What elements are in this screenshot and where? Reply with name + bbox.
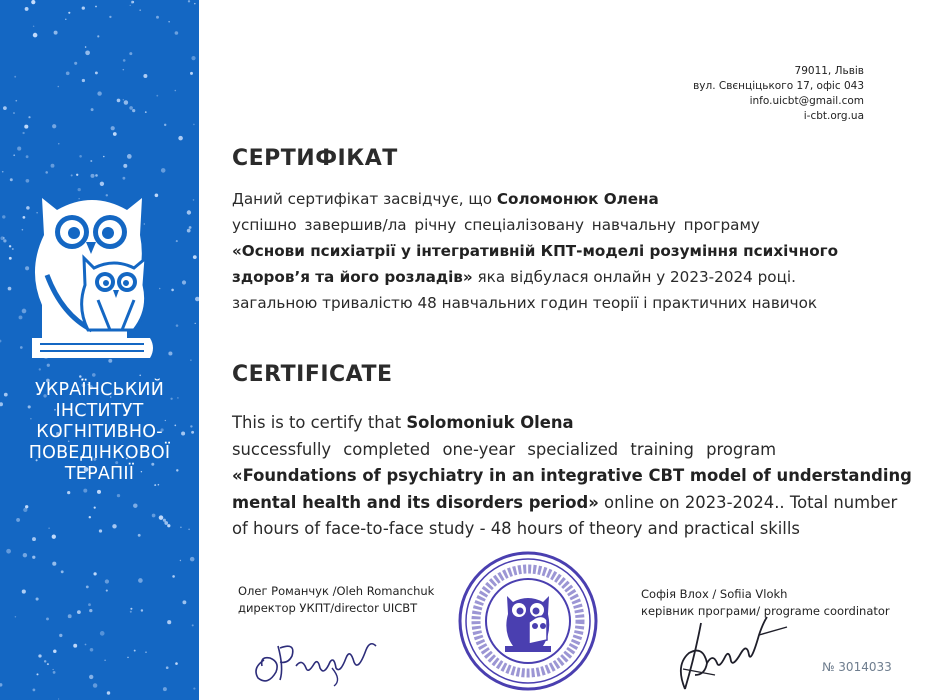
sparkle-dot [193,199,195,201]
sparkle-dot [2,171,4,173]
sparkle-dot [171,289,174,292]
sparkle-dot [59,634,62,637]
sparkle-dot [167,620,171,624]
sparkle-dot [129,106,133,110]
sparkle-dot [139,9,141,11]
sparkle-dot [195,323,196,324]
sparkle-dot [143,74,147,78]
sparkle-dot [36,673,38,675]
sparkle-dot [195,297,199,302]
director-role: директор УКПТ/director UICBT [238,601,418,615]
institute-address [693,64,864,124]
sparkle-dot [16,518,20,522]
sparkle-dot [132,109,135,112]
sparkle-dot [180,560,181,561]
sparkle-dot [44,660,46,662]
sparkle-dot [159,515,164,520]
sparkle-dot [57,86,59,88]
sparkle-dot [76,174,78,176]
recipient-name: Solomoniuk Olena [406,413,574,432]
sparkle-dot [77,610,81,614]
sparkle-dot [52,535,56,539]
sparkle-dot [111,126,115,130]
sparkle-dot [156,95,158,97]
sparkle-dot [188,529,190,531]
sparkle-dot [178,136,183,141]
sparkle-dot [193,255,197,259]
sparkle-dot [48,527,50,529]
address-website: i-cbt.org.ua [803,110,864,122]
sparkle-dot [182,280,186,284]
sparkle-dot [176,324,179,327]
sparkle-dot [74,62,77,65]
program-dates: online on 2023-2024.. Total number [598,492,898,512]
sparkle-dot [53,671,56,674]
sparkle-dot [161,168,166,173]
director-name: Олег Романчук /Oleh Romanchuk [238,584,435,598]
sparkle-dot [9,245,11,247]
sparkle-dot [189,226,192,229]
sparkle-dot [123,99,124,100]
sparkle-dot [190,72,193,75]
program-title-cont: mental health and its disorders period» [232,492,599,512]
sparkle-dot [82,79,85,82]
sparkle-dot [79,155,82,158]
sparkle-dot [32,556,35,559]
sparkle-dot [123,59,126,62]
sparkle-dot [182,600,186,604]
sparkle-dot [129,52,132,55]
sparkle-dot [9,257,12,260]
sparkle-dot [93,572,96,575]
sparkle-dot [133,503,138,508]
sparkle-dot [175,31,179,35]
sparkle-dot [127,154,132,159]
sparkle-dot [83,489,87,493]
sparkle-dot [168,351,172,355]
sparkle-dot [145,111,147,113]
institute-name-line: ІНСТИТУТ [55,401,144,421]
sparkle-dot [97,490,101,494]
sparkle-dot [3,239,6,242]
sparkle-dot [112,524,116,528]
institute-name [0,380,199,485]
sparkle-dot [105,579,109,583]
sparkle-dot [97,35,99,37]
certificate-title-ua: СЕРТИФІКАТ [232,146,398,171]
sparkle-dot [31,0,35,4]
sparkle-dot [89,516,91,518]
sparkle-dot [127,657,129,659]
sparkle-dot [92,373,96,377]
sparkle-dot [99,529,102,532]
completion-line: successfully completed one-year specialized training program [232,439,777,459]
sparkle-dot [79,375,82,378]
sparkle-dot [3,106,7,110]
program-dates: яка відбулася онлайн у 2023-2024 році. [472,268,796,286]
sparkle-dot [67,491,70,494]
sparkle-dot [52,562,56,566]
sparkle-dot [145,652,146,653]
sparkle-dot [97,91,101,95]
sparkle-dot [113,132,117,136]
sparkle-dot [193,124,195,126]
sparkle-dot [123,164,127,168]
sparkle-dot [95,174,98,177]
sparkle-dot [103,156,105,158]
sparkle-dot [12,248,14,250]
sparkle-dot [13,154,15,156]
sparkle-dot [24,125,28,129]
director-signature-icon [250,628,380,688]
sparkle-dot [33,25,35,27]
sparkle-dot [90,160,92,162]
sparkle-dot [95,71,98,74]
sparkle-dot [168,21,169,22]
sparkle-dot [187,210,191,214]
sparkle-dot [104,659,106,661]
sparkle-dot [89,675,93,679]
sparkle-dot [187,229,191,233]
sparkle-dot [175,662,178,665]
sparkle-dot [14,76,16,78]
institute-name-line: КОГНІТИВНО- [36,422,163,442]
sparkle-dot [26,155,29,158]
sparkle-dot [25,7,29,11]
sparkle-dot [134,650,136,652]
institute-name-line: УКРАЇНСЬКИЙ [35,380,164,400]
certificate-title-en: CERTIFICATE [232,362,393,387]
institute-seal-icon [455,548,601,694]
sparkle-dot [33,33,38,38]
certify-prefix: Даний сертифікат засвідчує, що [232,190,497,208]
institute-side-panel [0,0,199,700]
sparkle-dot [100,631,105,636]
sparkle-dot [124,100,128,104]
sparkle-dot [25,505,28,508]
sparkle-dot [193,688,195,690]
sparkle-dot [54,31,58,35]
sparkle-dot [58,698,59,699]
sparkle-dot [82,6,85,9]
sparkle-dot [2,215,5,218]
sparkle-dot [3,237,5,239]
sparkle-dot [73,644,77,648]
sparkle-dot [192,624,194,626]
sparkle-dot [61,570,64,573]
sparkle-dot [167,524,170,527]
sparkle-dot [172,575,175,578]
sparkle-dot [0,683,2,686]
sparkle-dot [109,16,111,18]
sparkle-dot [175,90,177,92]
certificate-text-ua [232,186,892,316]
program-title: «Основи психіатрії у інтегративній КПТ-моделі розуміння психічного [232,242,839,260]
address-street: вул. Свєнціцького 17, офіс 043 [693,80,864,92]
sparkle-dot [93,683,98,688]
sparkle-dot [53,649,57,653]
sparkle-dot [190,557,195,562]
sparkle-dot [71,174,73,176]
sparkle-dot [36,597,39,600]
sparkle-dot [191,56,195,60]
sparkle-dot [32,537,36,541]
sparkle-dot [8,287,12,291]
sparkle-dot [166,666,169,669]
sparkle-dot [123,69,125,71]
coordinator-name: Софія Влох / Sofiia Vlokh [641,587,788,601]
sparkle-dot [15,100,17,102]
completion-line: успішно завершив/ла річну спеціалізовану навчальну програму [232,216,760,234]
sparkle-dot [65,19,66,20]
sparkle-dot [163,687,167,691]
sparkle-dot [89,609,92,612]
institute-name-line: ТЕРАПІЇ [64,464,135,484]
sparkle-dot [91,108,94,111]
program-duration: of hours of face-to-face study - 48 hours of theory and practical skills [232,519,800,538]
coordinator-role: керівник програми/ programe coordinator [641,604,890,618]
certificate-text-en [232,410,912,543]
sparkle-dot [164,124,166,126]
sparkle-dot [46,617,49,620]
sparkle-dot [10,178,13,181]
sparkle-dot [131,1,134,4]
director-signature-block [238,583,434,617]
sparkle-dot [156,16,159,19]
sparkle-dot [130,5,131,6]
coordinator-signature-icon [655,605,795,695]
sparkle-dot [130,608,132,610]
certify-prefix: This is to certify that [232,413,407,432]
sparkle-dot [22,590,26,594]
sparkle-dot [141,609,143,611]
sparkle-dot [86,585,89,588]
sparkle-dot [130,611,132,613]
sparkle-dot [138,534,141,537]
program-title: «Foundations of psychiatry in an integrative CBT model of understanding [232,466,912,485]
sparkle-dot [13,112,15,114]
sparkle-dot [45,171,48,174]
sparkle-dot [194,3,196,5]
sparkle-dot [94,507,96,509]
sparkle-dot [52,124,56,128]
sparkle-dot [85,50,90,55]
certificate-number: № 3014033 [822,660,892,674]
sparkle-dot [139,375,141,377]
sparkle-dot [0,340,1,343]
address-email: info.uicbt@gmail.com [749,95,864,107]
sparkle-dot [66,71,70,75]
sparkle-dot [164,521,168,525]
sparkle-dot [85,46,87,48]
sparkle-dot [190,359,191,360]
sparkle-dot [176,240,178,242]
program-title-cont: здоров’я та його розладів» [232,268,473,286]
sparkle-dot [85,644,87,646]
sparkle-dot [28,116,30,118]
sparkle-dot [107,691,110,694]
sparkle-dot [188,0,190,2]
sparkle-dot [152,514,156,518]
sparkle-dot [58,143,59,144]
sparkle-dot [90,174,94,178]
sparkle-dot [6,549,11,554]
sparkle-dot [88,603,91,606]
program-duration: загальною тривалістю 48 навчальних годин теорії і практичних навичок [232,294,818,312]
sparkle-dot [117,99,121,103]
owls-on-book-icon [22,180,162,370]
sparkle-dot [17,147,21,151]
sparkle-dot [117,494,120,497]
sparkle-dot [22,132,24,134]
address-city: 79011, Львів [794,65,864,77]
sparkle-dot [90,648,94,652]
sparkle-dot [68,614,72,618]
sparkle-dot [138,578,143,583]
sparkle-dot [33,689,36,692]
sparkle-dot [23,553,27,557]
sparkle-dot [52,669,53,670]
sparkle-dot [15,616,17,618]
sparkle-dot [68,12,70,14]
sparkle-dot [163,519,166,522]
sparkle-dot [38,654,41,657]
sparkle-dot [106,590,108,592]
sparkle-dot [180,526,182,528]
sparkle-dot [47,663,49,665]
recipient-name: Соломонюк Олена [496,190,659,208]
sparkle-dot [95,6,97,8]
sparkle-dot [51,164,55,168]
institute-name-line: ПОВЕДІНКОВОЇ [28,443,171,463]
